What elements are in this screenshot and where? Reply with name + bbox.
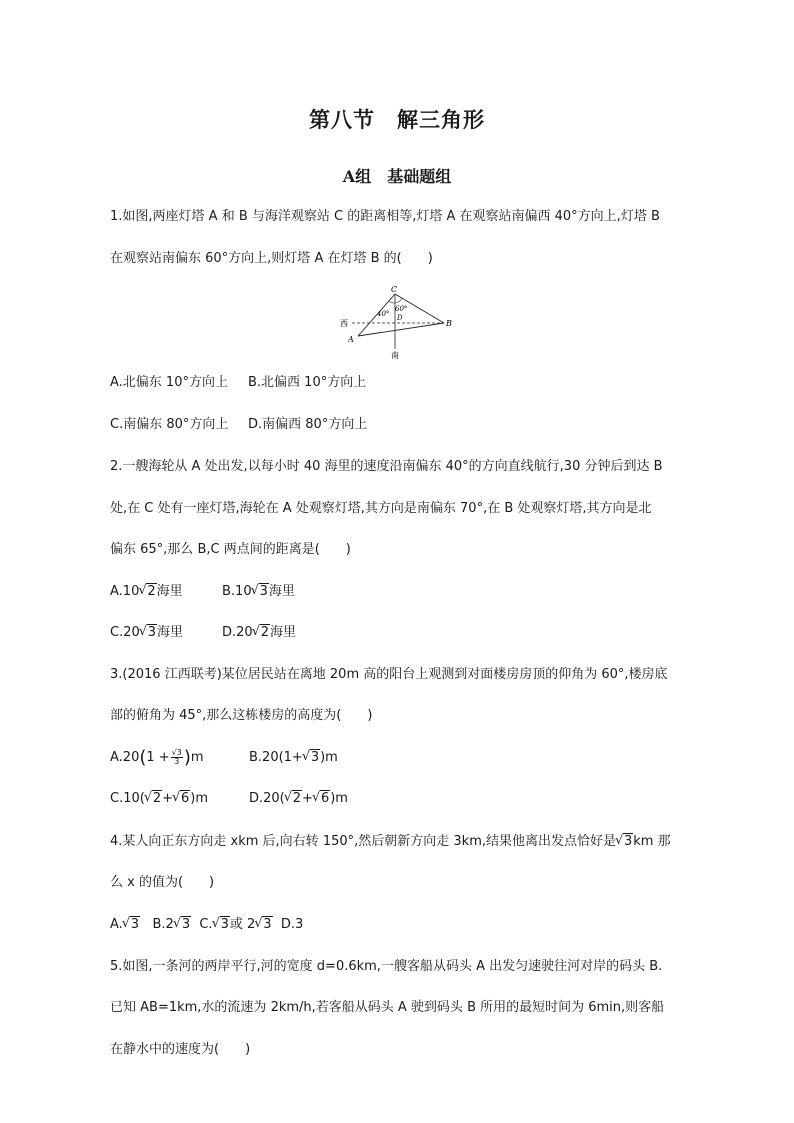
sqrt-symbol [139, 583, 156, 601]
sqrt-symbol [255, 916, 272, 934]
angle-label-60: 60° [395, 305, 408, 313]
radicand: 3 [310, 750, 320, 765]
q3-option-c-suffix: )m [190, 791, 209, 806]
label-west: 西 [340, 319, 348, 328]
segment-ab [358, 323, 444, 336]
q3-option-b [249, 749, 338, 767]
q1-option-a: A.北偏东 10°方向上 [110, 375, 228, 390]
q2-option-d [222, 624, 296, 642]
sqrt-symbol [123, 916, 140, 934]
q4-option-a [110, 917, 140, 932]
q2-option-c-unit: 海里 [157, 625, 184, 640]
radicand: 3 [220, 917, 229, 932]
q4-option-b-prefix: B.2 [152, 917, 174, 932]
q3-line-1: 3.(2016 江西联考)某位居民站在离地 20m 高的阳台上观测到对面楼房房顶的仰角为 60°,楼房底 [110, 667, 668, 682]
q2-line-1: 2.一艘海轮从 A 处出发,以每小时 40 海里的速度沿南偏东 40°的方向直线航行,30 分钟后到达 B [110, 459, 663, 474]
sqrt-symbol [303, 749, 320, 767]
angle-arc-right [395, 298, 402, 303]
q2-option-b-unit: 海里 [268, 584, 295, 599]
q3-option-c-prefix: C.10( [110, 791, 145, 806]
label-c: C [391, 285, 398, 294]
q3-option-c [110, 790, 208, 808]
label-d: D [397, 314, 403, 322]
q3-option-b-suffix: )m [320, 750, 338, 765]
sqrt-symbol [616, 833, 633, 851]
q4-line-1-unit: km 那 [633, 834, 671, 849]
radicand: 2 [147, 584, 156, 599]
plus-sign: + [302, 791, 313, 806]
q1-line-1: 1.如图,两座灯塔 A 和 B 与海洋观察站 C 的距离相等,灯塔 A 在观察站南偏西 40°方向上,灯塔 B [110, 209, 660, 224]
q3-option-a-unit: m [190, 750, 204, 765]
paren-close: ) [183, 747, 191, 768]
q4-option-c [199, 917, 272, 932]
q5-line-1: 5.如图,一条河的两岸平行,河的宽度 d=0.6km,一艘客船从码头 A 出发匀速驶往河对岸的码头 B. [110, 959, 663, 974]
q2-option-b-prefix: B.10 [222, 584, 252, 599]
sqrt-symbol [140, 624, 157, 642]
q1-option-d: D.南偏西 80°方向上 [248, 417, 368, 432]
q4-option-c-mid: 或 2 [229, 917, 256, 932]
q4-option-b [152, 917, 191, 932]
radicand: 3 [181, 917, 191, 932]
sqrt-symbol [173, 790, 190, 808]
q2-line-3: 偏东 65°,那么 B,C 两点间的距离是( ) [110, 542, 351, 557]
q4-option-d: D.3 [280, 917, 304, 932]
plus-sign: + [162, 791, 174, 806]
q4-line-1-text: 4.某人向正东方向走 xkm 后,向右转 150°,然后朝新方向走 3km,结果他离出发点恰好是 [110, 834, 616, 849]
label-south: 南 [391, 351, 399, 360]
q5-line-2: 已知 AB=1km,水的流速为 2km/h,若客船从码头 A 驶到码头 B 所用的最短时间为 6min,则客船 [110, 1000, 665, 1015]
sqrt-symbol [213, 916, 230, 934]
radicand: 3 [259, 584, 268, 599]
q2-option-a [110, 583, 183, 601]
radicand: 3 [263, 917, 272, 932]
q2-option-d-unit: 海里 [269, 625, 296, 640]
sqrt-symbol [313, 790, 330, 808]
q1-line-2: 在观察站南偏东 60°方向上,则灯塔 A 在灯塔 B 的( ) [110, 251, 433, 266]
q5-line-3: 在静水中的速度为( ) [110, 1042, 251, 1057]
q3-option-a [110, 749, 204, 767]
section-title: 第八节 解三角形 [309, 107, 485, 132]
q2-option-b [222, 583, 295, 601]
q3-option-d [249, 790, 348, 808]
radicand: 2 [292, 791, 302, 806]
fraction-denominator: 3 [174, 757, 180, 766]
label-b: B [446, 319, 452, 328]
q3-option-d-suffix: )m [330, 791, 348, 806]
radicand: 3 [624, 834, 633, 849]
q2-option-a-unit: 海里 [156, 584, 183, 599]
q2-line-2: 处,在 C 处有一座灯塔,海轮在 A 处观察灯塔,其方向是南偏东 70°,在 B 处观察灯塔,其方向是北 [110, 501, 652, 516]
sqrt-symbol [145, 790, 162, 808]
q4-option-c-prefix: C. [199, 917, 213, 932]
fraction-numerator: √3 [171, 748, 182, 757]
fraction [171, 749, 183, 766]
q4-option-a-prefix: A. [110, 917, 123, 932]
q3-option-b-prefix: B.20(1+ [249, 750, 303, 765]
q3-option-d-prefix: D.20( [249, 791, 285, 806]
q3-line-2: 部的俯角为 45°,那么这栋楼房的高度为( ) [110, 708, 373, 723]
q3-option-a-prefix: A.20 [110, 750, 140, 765]
q1-option-b: B.北偏西 10°方向上 [248, 375, 367, 390]
q3-option-a-one: 1 + [146, 750, 170, 765]
q2-option-c-prefix: C.20 [110, 625, 140, 640]
group-subtitle: A组 基础题组 [342, 167, 452, 186]
angle-label-40: 40° [377, 310, 390, 318]
radicand: 3 [147, 625, 157, 640]
radicand: 6 [320, 791, 330, 806]
sqrt-symbol [285, 790, 302, 808]
q1-lighthouse-figure [336, 282, 458, 360]
label-a: A [348, 335, 354, 344]
sqrt-symbol [253, 624, 270, 642]
sqrt-symbol [174, 916, 191, 934]
q4-options [110, 916, 303, 934]
q4-line-1 [110, 833, 671, 851]
radicand: 2 [152, 791, 162, 806]
angle-arc-left [389, 301, 395, 303]
q4-line-2: 么 x 的值为( ) [110, 875, 215, 890]
q2-option-d-prefix: D.20 [222, 625, 253, 640]
q2-option-a-prefix: A.10 [110, 584, 140, 599]
paren-open: ( [139, 747, 147, 768]
radicand: 3 [130, 917, 140, 932]
radicand: 2 [260, 625, 269, 640]
radicand: 6 [181, 791, 190, 806]
q1-option-c: C.南偏东 80°方向上 [110, 417, 229, 432]
q2-option-c [110, 624, 183, 642]
sqrt-symbol [252, 583, 269, 601]
